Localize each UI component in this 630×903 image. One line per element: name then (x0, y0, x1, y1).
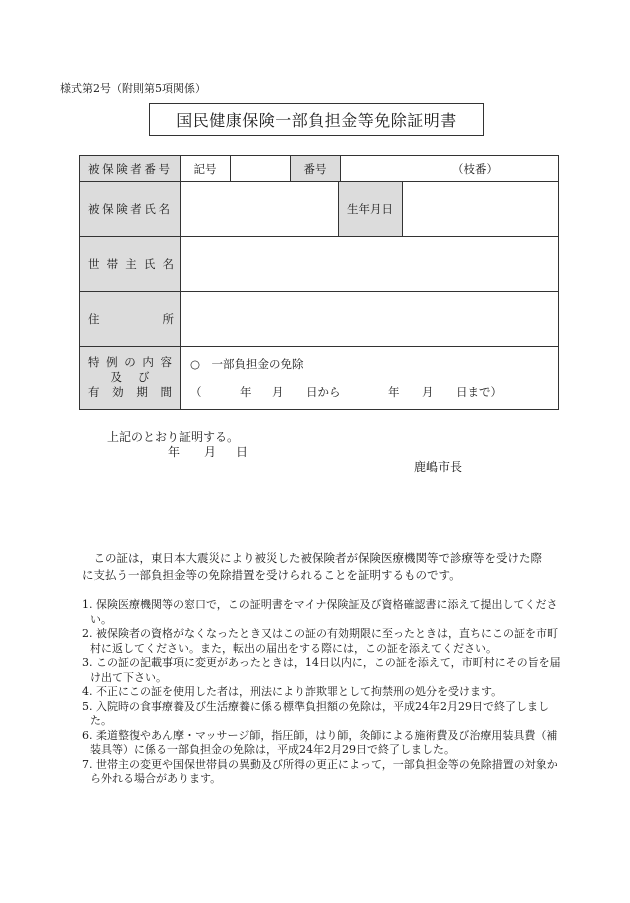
birthdate-field (402, 181, 558, 236)
note-item: 6. 柔道整復やあん摩・マッサージ師，指圧師，はり師，灸師による施術費及び治療用装具費（補装具等）に係る一部負担金の免除は，平成24年2月29日で終了しました。 (82, 728, 558, 756)
note-item: 5. 入院時の食事療養及び生活療養に係る標準負担額の免除は，平成24年2月29日で終了しました。 (82, 699, 549, 727)
cert-year: 年 (168, 445, 181, 459)
address-field (180, 291, 558, 346)
cert-month: 月 (204, 445, 217, 459)
note-item: 2. 被保険者の資格がなくなったとき又はこの証の有効期限に至ったときは，直ちにこの証を市町村に返してください。また，転出の届出をする際には，この証を添えてください。 (82, 627, 558, 655)
householder-name-field (180, 236, 558, 291)
householder-name-label: 世 帯 主 氏 名 (80, 236, 180, 291)
note-item: 4. 不正にこの証を使用した者は，刑法により詐欺罪として拘禁刑の処分を受けます。 (82, 685, 503, 698)
address-label: 住 所 (80, 291, 180, 346)
notice-paragraph: この証は，東日本大震災により被災した被保険者が保険医療機関等で診療等を受けた際 に支払う一部負担金等の免除措置を受けられることを証明するものです。 (82, 551, 542, 582)
mayor-name: 鹿嶋市長 (414, 460, 463, 474)
form-number: 様式第2号（附則第5項関係） (60, 82, 206, 95)
special-content-field (180, 346, 558, 409)
kigo-label: 記号 (193, 161, 217, 176)
kigo-field (230, 156, 290, 181)
document-title: 国民健康保険一部負担金等免除証明書 (149, 103, 484, 136)
note-item: 1. 保険医療機関等の窓口で，この証明書をマイナ保険証及び資格確認書に添えて提出してください。 (82, 598, 558, 626)
validity-period: （ 年 月 日から 年 月 日まで） (190, 384, 502, 399)
special-content-label: 特 例 の 内 容 及 び 有 効 期 間 (80, 346, 180, 409)
birthdate-label: 生年月日 (338, 181, 402, 236)
cert-day: 日 (236, 445, 249, 459)
exemption-text: ○ 一部負担金の免除 (190, 356, 304, 371)
bango-label: 番号 (290, 156, 340, 181)
note-item: 3. この証の記載事項に変更があったときは，14日以内に，この証を添えて，市町村にその旨を届け出て下さい。 (82, 656, 561, 684)
note-item: 7. 世帯主の変更や国保世帯員の異動及び所得の更正によって，一部負担金等の免除措置の対象から外れる場合があります。 (82, 757, 558, 785)
notes-list (82, 598, 562, 787)
insured-number-label: 被 保 険 者 番 号 (80, 156, 180, 181)
certificate-table (79, 155, 559, 410)
insured-name-label: 被 保 険 者 氏 名 (80, 181, 180, 236)
edaban-label: （枝番） (452, 161, 498, 176)
certification-statement: 上記のとおり証明する。 (107, 430, 240, 444)
insured-name-field (180, 181, 338, 236)
